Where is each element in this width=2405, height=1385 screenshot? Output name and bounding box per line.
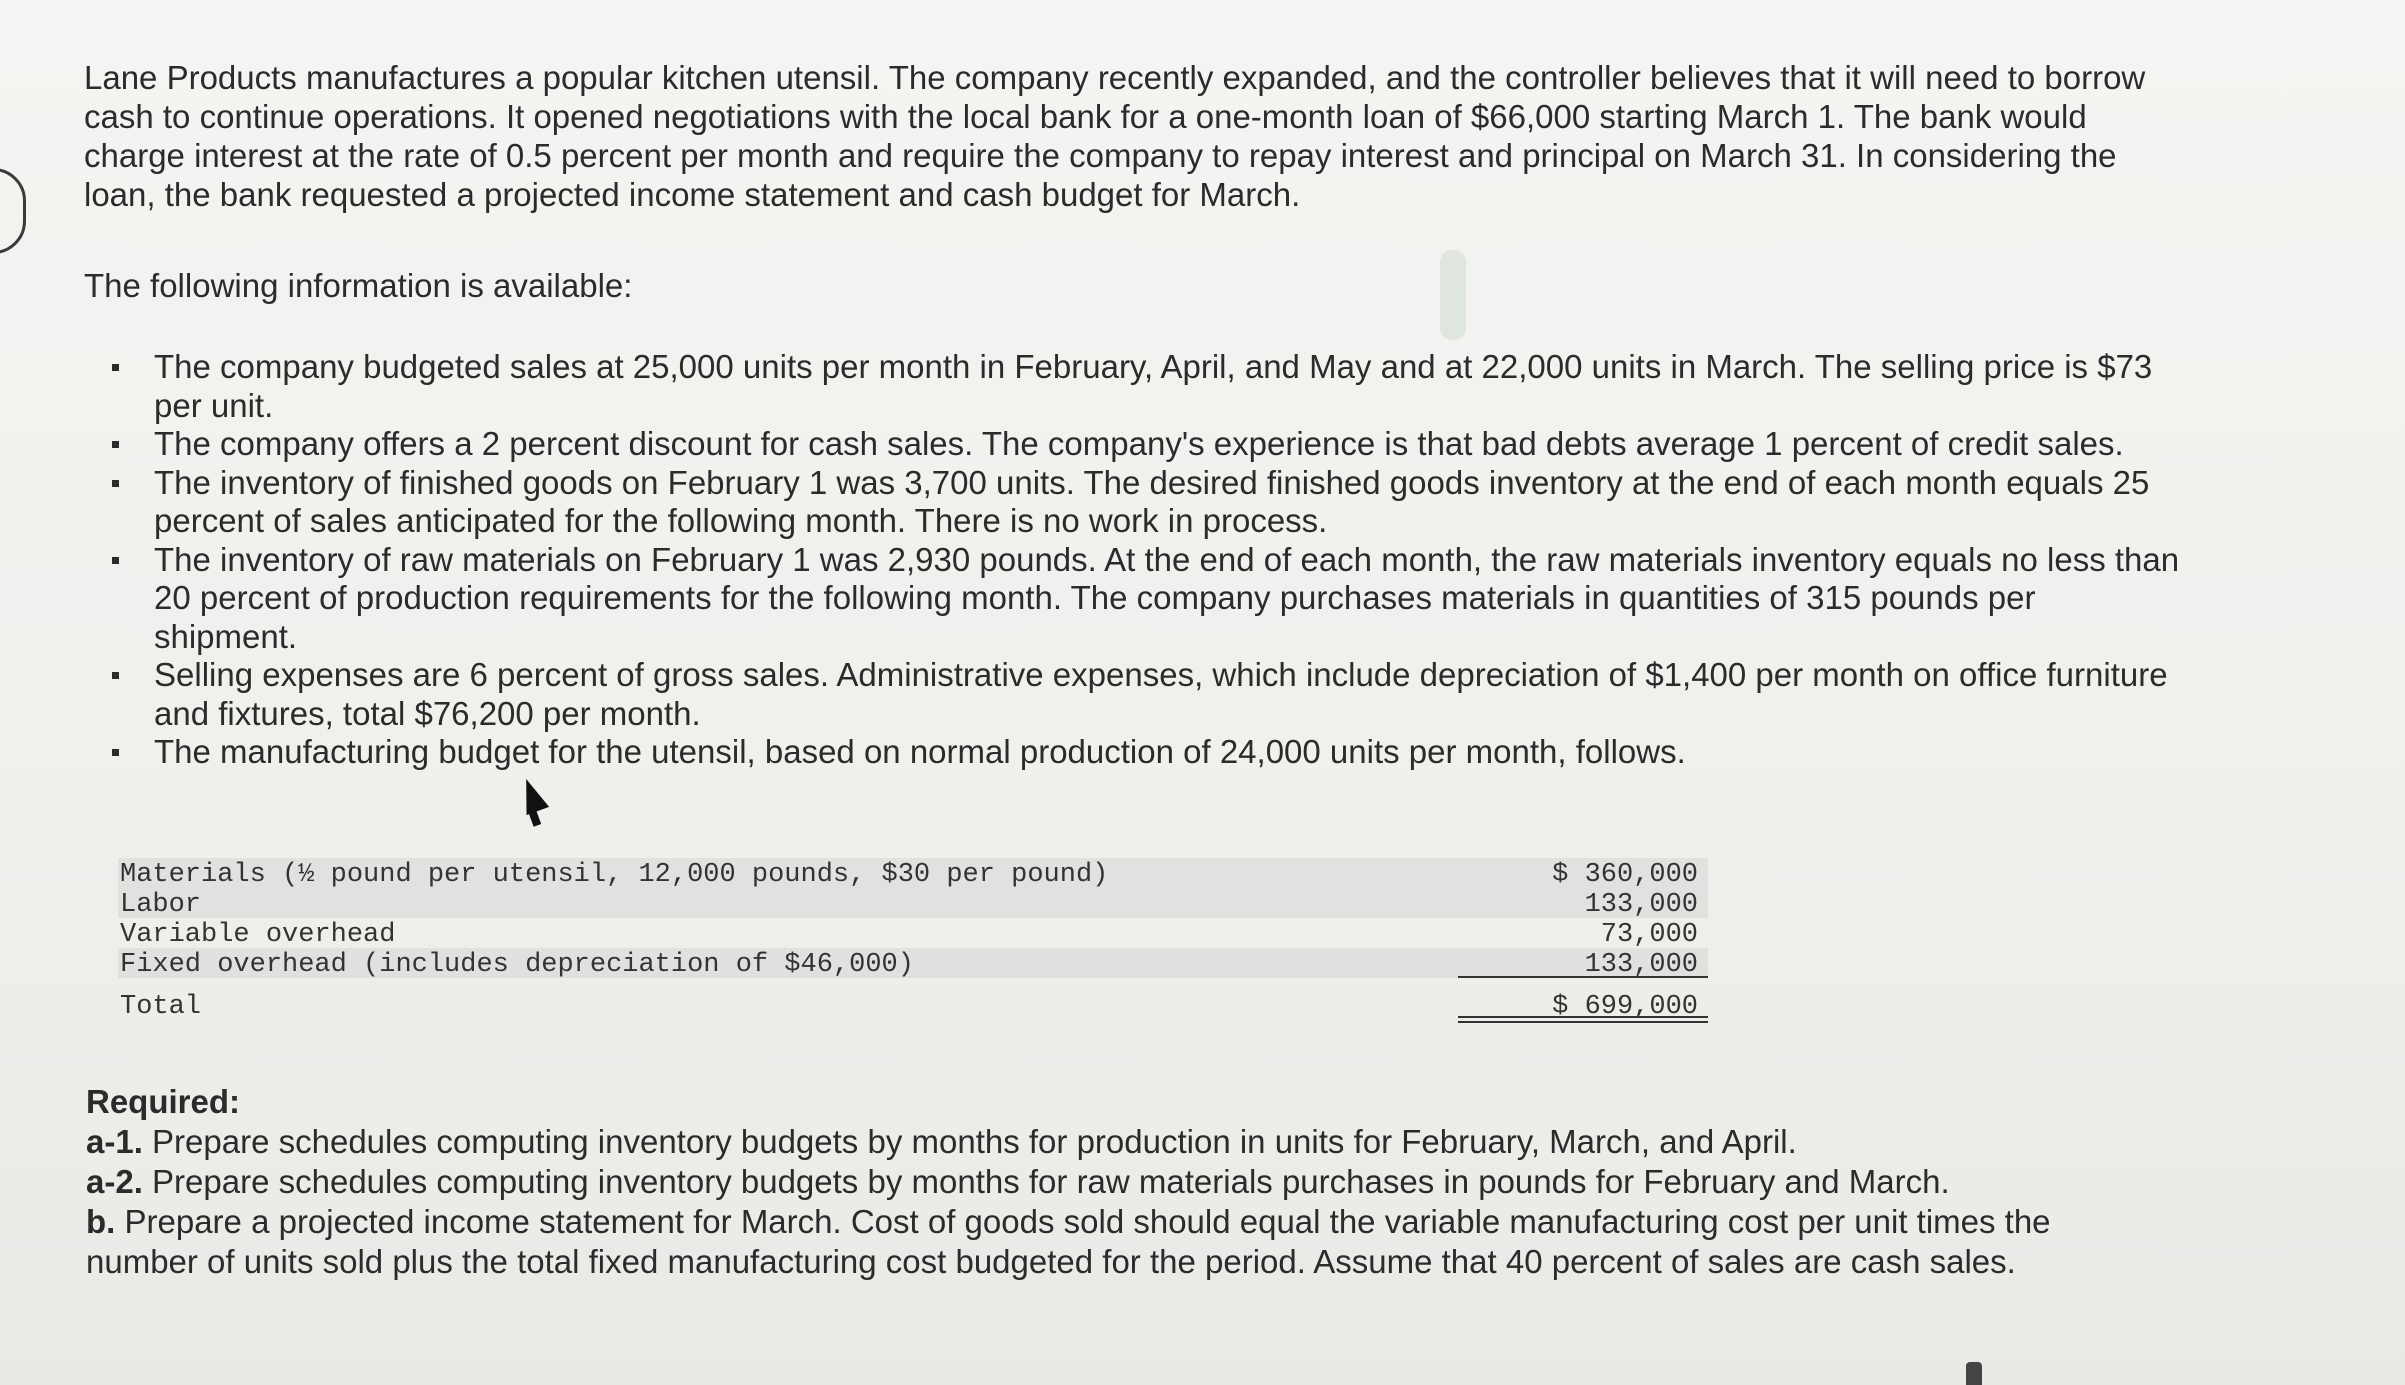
budget-row-label: Fixed overhead (includes depreciation of $46,000) xyxy=(120,950,914,980)
bottom-edge-mark xyxy=(1966,1362,1982,1385)
bullet-item-expenses xyxy=(100,656,2180,733)
bullet-text: The inventory of finished goods on February 1 was 3,700 units. The desired finished goods inventory at the end of each month equals 25 percent of sales anticipated for the following month. There is no work in process. xyxy=(154,463,2150,539)
budget-row-amount: $ 360,000 xyxy=(1552,860,1698,890)
required-item-text: Prepare schedules computing inventory budgets by months for production in units for February, March, and April. xyxy=(152,1123,1797,1160)
info-heading: The following information is available: xyxy=(84,267,633,304)
bullet-text: The company offers a 2 percent discount for cash sales. The company's experience is that bad debts average 1 percent of credit sales. xyxy=(154,425,2124,462)
left-edge-arc xyxy=(0,168,26,254)
budget-row-variable-overhead xyxy=(118,918,1708,948)
bullet-item-discount xyxy=(100,425,2180,464)
budget-row-label: Labor xyxy=(120,890,202,920)
required-item-b xyxy=(86,1202,2166,1282)
bullet-text: The inventory of raw materials on February 1 was 2,930 pounds. At the end of each month, the raw materials inventory equals no less than 20 percent of production requirements for the following month. The company purchases materials in quantities of 315 pounds per shipment. xyxy=(154,540,2180,655)
budget-total-label: Total xyxy=(120,992,202,1022)
bullet-dot-icon xyxy=(112,364,119,371)
budget-row-amount: 133,000 xyxy=(1584,890,1698,920)
budget-row-labor xyxy=(118,888,1708,918)
bullet-item-raw-materials xyxy=(100,541,2180,657)
budget-row-amount: 133,000 xyxy=(1584,950,1698,980)
info-bullet-list xyxy=(100,348,2180,772)
budget-row-materials xyxy=(118,858,1708,888)
bullet-dot-icon xyxy=(112,672,119,679)
required-item-a1 xyxy=(86,1122,2166,1162)
photo-smudge xyxy=(1440,250,1466,340)
bullet-item-sales xyxy=(100,348,2180,425)
manufacturing-budget-table xyxy=(118,858,1708,1020)
subtotal-rule xyxy=(1458,976,1708,978)
total-double-rule xyxy=(1458,1016,1708,1023)
bullet-dot-icon xyxy=(112,441,119,448)
bullet-text: The company budgeted sales at 25,000 units per month in February, April, and May and at 22,000 units in March. The selling price is $73 per unit. xyxy=(154,348,2153,424)
required-item-tag: b. xyxy=(86,1203,116,1240)
bullet-text: The manufacturing budget for the utensil, based on normal production of 24,000 units per month, follows. xyxy=(154,733,1686,770)
budget-row-label: Materials (½ pound per utensil, 12,000 pounds, $30 per pound) xyxy=(120,860,1109,890)
required-item-a2 xyxy=(86,1162,2166,1202)
bullet-dot-icon xyxy=(112,749,119,756)
budget-total-amount: $ 699,000 xyxy=(1552,992,1698,1022)
budget-row-label: Variable overhead xyxy=(120,920,396,950)
required-item-text: Prepare a projected income statement for March. Cost of goods sold should equal the variable manufacturing cost per unit times the number of units sold plus the total fixed manufacturing cost budgeted for the period. Assume that 40 percent of sales are cash sales. xyxy=(86,1203,2051,1280)
bullet-dot-icon xyxy=(112,557,119,564)
required-item-tag: a-2. xyxy=(86,1163,143,1200)
required-heading: Required: xyxy=(86,1083,241,1120)
required-section xyxy=(86,1082,2166,1282)
required-item-tag: a-1. xyxy=(86,1123,143,1160)
bullet-item-finished-goods xyxy=(100,464,2180,541)
intro-paragraph: Lane Products manufactures a popular kitchen utensil. The company recently expanded, and the controller believes that it will need to borrow cash to continue operations. It opened negotiations with the local bank for a one-month loan of $66,000 starting March 1. The bank would charge interest at the rate of 0.5 percent per month and require the company to repay interest and principal on March 31. In considering the loan, the bank requested a projected income statement and cash budget for March. xyxy=(84,59,2146,213)
required-item-text: Prepare schedules computing inventory budgets by months for raw materials purchases in pounds for February and March. xyxy=(152,1163,1950,1200)
bullet-item-manufacturing-budget xyxy=(100,733,2180,772)
budget-row-amount: 73,000 xyxy=(1600,920,1698,950)
budget-row-fixed-overhead xyxy=(118,948,1708,978)
bullet-text: Selling expenses are 6 percent of gross sales. Administrative expenses, which include depreciation of $1,400 per month on office furniture and fixtures, total $76,200 per month. xyxy=(154,656,2168,732)
bullet-dot-icon xyxy=(112,480,119,487)
